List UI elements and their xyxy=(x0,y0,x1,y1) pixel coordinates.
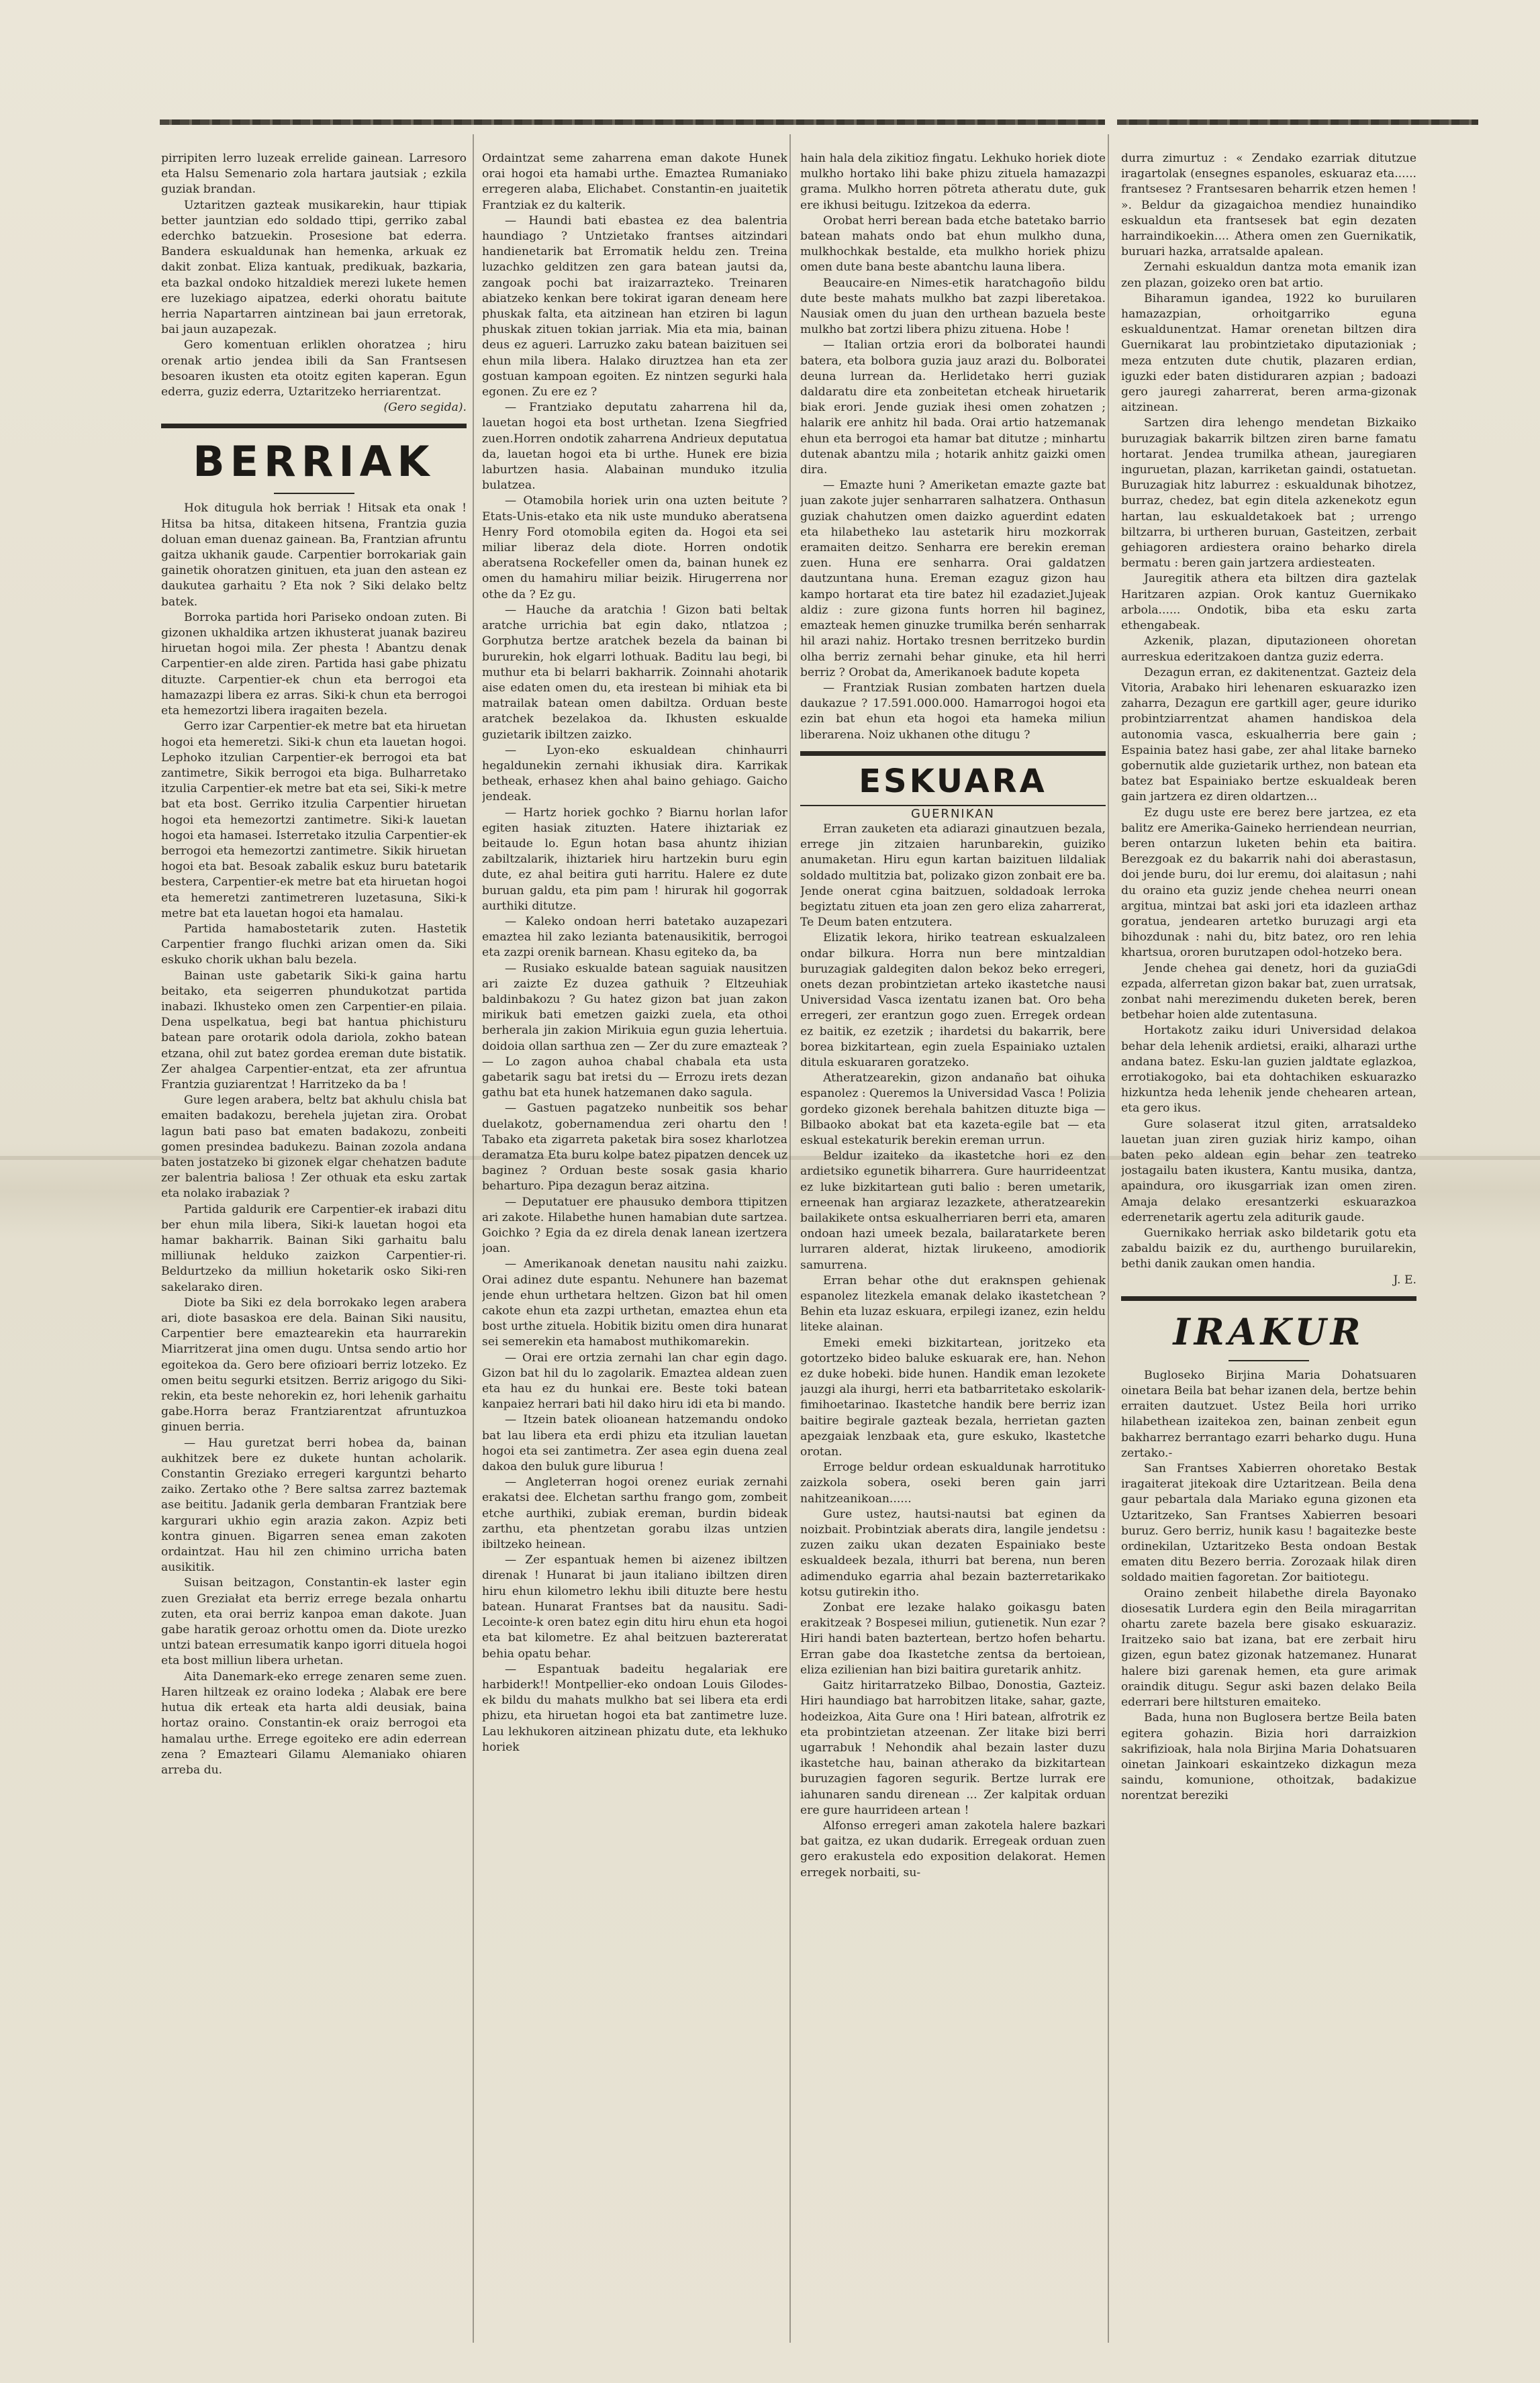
article-paragraph: Ez dugu uste ere berez bere jartzea, ez eta balitz ere Amerika-Gaineko herriendean neurrian, beren ontarzun luketen behin eta baitira. Berezgoak ez du bakarrik nahi doi aberastasun, doi jende buru, doi lur eremu, doi alaitasun ; nahi du oraino eta guziz jende chehea neurri onean argitua, mintzai bat aski jori eta idazleen arthaz goratua, jendearen artetko buruzagi argi eta bihozdunak : nahi du, bitz batez, oro ren lehia khartsua, ororen burutzapen odol-hotzeko bera. xyxy=(1121,806,1416,960)
section-rule xyxy=(1121,1296,1416,1301)
news-paragraph: — Orai ere ortzia zernahi lan char egin dago. Gizon bat hil du lo zagolarik. Emaztea aldean zuen eta hau ez du hunkai ere. Beste toki batean kanpaiez herrari bati hil dako hiru idi eta bi mando. xyxy=(482,1351,787,1412)
article-paragraph: Jauregitik athera eta biltzen dira gaztelak Haritzaren azpian. Orok kantuz Guernikako arbola...... Ondotik, biba eta esku zarta ethengabeak. xyxy=(1121,572,1416,633)
top-rule-main xyxy=(160,119,1105,125)
headline-underline xyxy=(1229,1360,1309,1361)
article-paragraph: Zonbat ere lezake halako goikasgu baten erakitzeak ? Bospesei miliun, gutienetik. Nun ezar ? Hiri handi baten baztertean, bertzo hofen behartu. Erran gabe doa Ikastetche zentsa da bertoiean, eliza ezilienian han bizi baitira guretarik anhitz. xyxy=(800,1601,1106,1677)
article-paragraph: Jende chehea gai denetz, hori da guziaGdi ezpada, alferretan gizon bakar bat, zuen urratsak, zonbat nahi merezimendu duketen berek, beren betbehar hoien alde zutentasuna. xyxy=(1121,961,1416,1022)
col1-signature: (Gero segida). xyxy=(383,401,467,415)
news-paragraph: Aita Danemark-eko errege zenaren seme zuen. Haren hiltzeak ez oraino lodeka ; Alabak ere bere hutua dik erteak eta harta aldi deusiak, baina hortaz oraino. Constantin-ek oraiz berrogoi eta hamalau urthe. Errege egoiteko ere adin ederrean zena ? Emazteari Gilamu Alemaniako ohiaren arreba du. xyxy=(161,1669,467,1777)
column-2 xyxy=(482,151,787,2346)
news-paragraph: — Rusiako eskualde batean saguiak nausitzen ari zaizte Ez duzea gathuik ? Eltzeuhiak baldinbakozu ? Gu hatez gizon bat juan zakon mirikuk bati emetzen gaizki zuela, eta othoi berherala jin zakion Mirikuia egun guzia lehertuia. doidoia ollan sarthua zen — Zer du zure emazteak ? — Lo zagon auhoa chabal chabala eta usta gabetarik sagu bat iretsi du — Errozu irets dezan gathu bat eta hunek hatzemanen dako sagula. xyxy=(482,961,787,1100)
news-paragraph: — Espantuak badeitu hegalariak ere harbiderk!! Montpellier-eko ondoan Louis Gilodes-ek bildu du mahats mulkho bat sei libera eta erdi phizu, eta hiruetan hogoi eta bat zantimetre luze. Lau lekhukoren aitzinean phizatu dute, eta lekhuko horiek xyxy=(482,1662,787,1754)
article-paragraph: Erran zauketen eta adiarazi ginautzuen bezala, errege jin zitzaien harunbarekin, guiziko anumaketan. Hiru egun kartan baizituen lildaliak soldado multitzia bat, polizako gizon zonbait ere ba. Jende onerat cgina baitzuen, soldadoak lerroka begiztatu zituen eta joan zen gero eliza zaharrerat, Te Deum baten entzutera. xyxy=(800,822,1106,930)
news-paragraph: Gerro izar Carpentier-ek metre bat eta hiruetan hogoi eta hemeretzi. Siki-k chun eta lauetan hogoi. Lephoko itzulian Carpentier-ek berrogoi eta bat zantimetre, Sikik berrogoi eta biga. Bulharretako itzulia Carpentier-ek metre bat eta sei, Siki-k metre bat eta bost. Gerriko itzulia Carpentier hiruetan hogoi eta hemezortzi zantimetre. Siki-k lauetan hogoi eta hamasei. Isterretako itzulia Carpentier-ek berrogoi eta hemezortzi zantimetre. Sikik hiruetan hogoi eta bat. Besoak zabalik eskuz buru batetarik bestera, Carpentier-ek metre bat eta hiruetan hogoi eta hemeretzi zantimetreren luzetasuna, Siki-k metre bat eta lauetan hogoi eta hamalau. xyxy=(161,720,467,920)
column-divider-1 xyxy=(473,134,474,2343)
article-paragraph: Gure solaserat itzul giten, arratsaldeko lauetan juan ziren guziak hiriz kampo, oihan baten peko aldean egin behar zen teatreko jostagailu baten ikustera, Kantu musika, dantza, apaindura, oro ikusgarriak izan omen ziren. Amaja delako eresantzerki eskuarazkoa ederrenetarik agertu zela aditurik gaude. xyxy=(1121,1117,1416,1224)
news-paragraph: — Haundi bati ebastea ez dea balentria haundiago ? Untzietako frantses aitzindari handienetarik bat Erromatik heldu zen. Treina luzachko gelditzen zen gara batean jautsi da, zangoak pochi bat iraizarrazteko. Treinaren abiatzeko kenkan bere tokirat igaran deneam here phuskak falta, eta aitzinean han etziren bi lagun phuskak zituen tokian jarriak. Mia eta mia, bainan deus ez agueri. Larruzko zaku batean baizituen sei ehun mila libera. Halako diruztzea han eta zer gostuan kampoan egoiten. Ez nintzen segurki hala egonen. Zu ere ez ? xyxy=(482,213,787,399)
news-paragraph: Borroka partida hori Pariseko ondoan zuten. Bi gizonen ukhaldika artzen ikhusterat juanak bazireu hiruetan hogoi mila. Zer phesta ! Abantzu denak Carpentier-en alde ziren. Partida hasi gabe phizatu dituzte. Carpentier-ek chun eta berrogoi eta hamazazpi libera ez arras. Siki-k chun eta berrogoi eta hemezortzi libera iragaiten bezela. xyxy=(161,610,467,718)
col1-intro-paragraph: Gero komentuan erliklen ohoratzea ; hiru orenak artio jendea ibili da San Frantsesen besoaren ikusten eta otoitz egiten kaperan. Egun ederra, guziz ederra, Uztaritzeko herriarentzat. xyxy=(161,338,467,399)
news-paragraph: — Deputatuer ere phausuko dembora ttipitzen ari zakote. Hilabethe hunen hamabian dute sartzea. Goichko ? Egia da ez direla denak lanean izertzera joan. xyxy=(482,1195,787,1256)
news-paragraph: Ordaintzat seme zaharrena eman dakote Hunek orai hogoi eta hamabi urthe. Emaztea Rumaniako erregeren alaba, Elichabet. Constantin-en juaitetik Frantziak ez du kalterik. xyxy=(482,152,787,212)
article-paragraph: Hortakotz zaiku iduri Universidad delakoa behar dela lehenik ardietsi, eraiki, alharazi urthe andana batez. Esku-lan guzien jaldtate eglazkoa, errotiakogoko, bai eta dohtachiken eskuarazko hizkuntza heda lehenik jende chehearen artean, eta gero ikus. xyxy=(1121,1024,1416,1116)
article-paragraph: Beldur izaiteko da ikastetche hori ez den ardietsiko egunetik biharrera. Gure haurrideentzat ez luke bizkitartean guti balio : beren umetarik, erneenak han argiaraz lezazkete, atheratzearekin bailakikete ontsa eskualherriaren berri eta, amaren ondoan hazi umeek bezala, bailaratarkete beren lurraren alderat, hiztak lirukeeno, amodiorik samurrena. xyxy=(800,1149,1106,1272)
news-paragraph: Orobat herri berean bada etche batetako barrio batean mahats ondo bat ehun mulkho duna, mulkhochkak bestalde, eta mulkho horiek phizu omen dute bana beste abantchu launa libera. xyxy=(800,213,1106,275)
col1-intro-paragraph: pirripiten lerro luzeak errelide gainean. Larresoro eta Halsu Semenario zola hartara jautsiak ; ezkila guziak brandan. xyxy=(161,152,467,197)
news-paragraph: — Angleterran hogoi orenez euriak zernahi erakatsi dee. Elchetan sarthu frango gom, zombeit etche aurthiki, zubiak ereman, burdin bideak zarthu, eta phentzetan gorabu ilzas untzien ibiltzeko heinean. xyxy=(482,1475,787,1552)
article-paragraph: Bada, huna non Buglosera bertze Beila baten egitera gohazin. Bizia hori darraizkion sakrifizioak, hala nola Birjina Maria Dohatsuaren oinetan Jainkoari eskaintzeko dizkagun meza saindu, komunione, othoitzak, badakizue norentzat bereziki xyxy=(1121,1711,1416,1803)
guernikan-subhead: GUERNIKAN xyxy=(910,806,996,821)
article-paragraph: Emeki emeki bizkitartean, joritzeko eta gotortzeko bideo baluke eskuarak ere, han. Nehon ez duke hobeki. bide hunen. Handik eman lezokete jauzgi ala ihurgi, herri eta batbarritetako eskolarik-fimihoetarinao. Ikastetche handik bere berriz izan baitire begirale gazteak bezala, herrietan gazten apezgaiak lenzbaak eta, gure eskuko, lkastetche orotan. xyxy=(800,1336,1106,1459)
news-paragraph: Partida hamabostetarik zuten. Hastetik Carpentier frango fluchki arizan omen da. Siki eskuko chorik ukhan balu bezela. xyxy=(161,922,467,967)
news-paragraph: Hok ditugula hok berriak ! Hitsak eta onak ! Hitsa ba hitsa, ditakeen hitsena, Frantzia guzia doluan eman duenaz gainean. Ba, Frantzian afruntu gaitza ukhanik gaude. Carpentier borrokariak gain gainetik ohoratzen ginituen, eta juan den astean ez daukutea garhaitu ? Eta nok ? Siki delako beltz batek. xyxy=(161,501,467,609)
article-paragraph: Zernahi eskualdun dantza mota emanik izan zen plazan, goizeko oren bat artio. xyxy=(1121,260,1416,290)
news-paragraph: — Zer espantuak hemen bi aizenez ibiltzen direnak ! Hunarat bi jaun italiano ibiltzen diren hiru ehun kilometro lekhu ibili dituzte bere hestu batean. Hunarat Frantses bat da nausitu. Sadi-Lecointe-k oren batez egin ditu hiru ehun eta hogoi eta bat kilometre. Ez ahal beitzuen baztereratat behia opatu behar. xyxy=(482,1553,787,1661)
news-paragraph: hain hala dela zikitioz fingatu. Lekhuko horiek diote mulkho hortako lihi bake phizu zituela hamazazpi grama. Mulkho horren pötreta atheratu dute, guk ere ikhusi beitugu. Izitzekoa da ederra. xyxy=(800,152,1106,212)
column-4 xyxy=(1121,151,1416,2346)
news-paragraph: — Kaleko ondoan herri batetako auzapezari emaztea hil zako lezianta batenausikitik, berrogoi eta zazpi orenik barnean. Khasu egiteko da, ba xyxy=(482,914,787,960)
news-paragraph: — Hauche da aratchia ! Gizon bati beltak aratche urrichia bat egin dako, ntlatzoa ; Gorphutza bertze aratchek bezela da bainan bi bururekin, hok elgarri lothuak. Baditu lau begi, bi muthur eta bi belarri bakharrik. Zoinnahi ahotarik aise edaten omen du, eta irestean bi mihiak eta bi matrailak batean omen dabiltza. Orduan beste aratchek bezelakoa da. Ikhusten eskualde guzietarik ibiltzen zaizko. xyxy=(482,603,787,742)
news-paragraph: Suisan beitzagon, Constantin-ek laster egin zuen Greziałat eta berriz errege bezala onhartu zuten, eta orai berriz kanpoa eman dakote. Juan gabe haratik geroaz orhottu omen da. Diote urezko untzi batean erresumatik kanpo igorri dituela hogoi eta bost milliun libera urhetan. xyxy=(161,1576,467,1668)
news-paragraph: — Amerikanoak denetan nausitu nahi zaizku. Orai adinez dute espantu. Nehunere han bazemat jende ehun urthetara heltzen. Gizon bat hil omen cakote ehun eta zazpi urthetan, emaztea ehun eta bost urthe zituela. Hobitik bizitu omen dira hunarat sei semerekin eta hamabost muthikomarekin. xyxy=(482,1257,787,1349)
article-paragraph: Dezagun erran, ez dakitenentzat. Gazteiz dela Vitoria, Arabako hiri lehenaren eskuarazko izen zaharra, Dezagun ere gartkill ager, geure iduriko probintziarrentzat ahamen handiskoa dela autonomia vasca, eskualherria bere gain ; Espainia batez hasi gabe, zer ahal litake barneko gobernutik alde guzietarik urthez, non batean eta batez bat Espainiako bertze eskualdeak beren gain jartzera ez diren oldartzen... xyxy=(1121,665,1416,804)
article-paragraph: San Frantses Xabierren ohoretako Bestak iragaiterat jitekoak dire Uztaritzean. Beila dena gaur pebartala dala Mariako eguna gizonen eta Uztaritzeko, San Frantses Xabierren besoari buruz. Gero berriz, hunik kasu ! bagaitezke beste ordinekilan, Uztaritzeko Besta ondoan Bestak ematen ditu Bezero berria. Zorozaak hilak diren soldado maitien fagoretan. Zor baitiotegu. xyxy=(1121,1462,1416,1585)
article-paragraph: Erroge beldur ordean eskualdunak harrotituko zaizkola sobera, oseki beren gain jarri nahitzeanikoan...... xyxy=(800,1461,1106,1506)
article-paragraph: Sartzen dira lehengo mendetan Bizkaiko buruzagiak bakarrik biltzen ziren barne famatu hortarat. Jendea trumilka athean, jauregiaren inguruetan, plazan, karriketan gaindi, ostatuetan. Buruzagiak hitz laburrez : eskualdunak bihotzez, burraz, chedez, bat egin ditela azkenekotz egun hartan, lau eskualdetakoek bat ; urrengo biltzarra, bi urtheren buruan, Gasteitzen, zerbait gehiagoren ardiestera oraino beharko direla bermatu : beren gain jartzera ardiesteaten. xyxy=(1121,416,1416,571)
article-paragraph: Atheratzearekin, gizon andanaño bat oihuka espanolez : Queremos la Universidad Vasca ! Polizia gordeko gizonek berehala bahitzen dituzte biga — Bilbaoko abokat bat eta kazeta-egile bat — eta eskual estekaturik berekin ereman urrun. xyxy=(800,1071,1106,1147)
column-1 xyxy=(161,151,467,2346)
article-paragraph: Guernikako herriak asko bildetarik gotu eta zabaldu baizik ez du, aurthengo buruilarekin, bethi danik zaukan omen handia. xyxy=(1121,1226,1416,1271)
news-paragraph: Beaucaire-en Nimes-etik haratchagoño bildu dute beste mahats mulkho bat zazpi liberetakoa. Nausiak omen du juan den urthean bazuela beste mulkho bat zortzi libera phizu zituena. Hobe ! xyxy=(800,276,1106,337)
col4-signature: J. E. xyxy=(1393,1273,1416,1287)
column-divider-2 xyxy=(789,134,791,2343)
news-paragraph: — Emazte huni ? Ameriketan emazte gazte bat juan zakote jujer senharraren salhatzera. Onthasun guziak chahutzen omen daizko aguerdint edaten eta hilabetheko lau astetarik hiru mozkorrak eramaiten deitzo. Senharra ere berekin ereman zuen. Huna ere senharra. Orai galdatzen dautzuntana huna. Ereman ezaguz gizon hau kampo hortarat eta tire batez hil ezadaziet.Jujeak aldiz : zure gizona funts horren hil baginez, emazteak hemen ginuzke trumilka berén senharrak hil arazi nahiz. Hortako tresnen berritzeko burdin olha berriz zernahi behar ginuke, eta hil herri berriz ? Orobat da, Amerikanoek badute kopeta xyxy=(800,479,1106,679)
article-paragraph: Gaitz hiritarratzeko Bilbao, Donostia, Gazteiz. Hiri haundiago bat harrobitzen litake, sahar, gazte, hodeizkoa, Aita Gure ona ! Hiri batean, alfrotrik ez eta probintzietan atzeenan. Zer litake bizi berri ugarrabuk ! Nehondik ahal bezain laster duzu ikastetche hau, bainan atherako da bizkitartean buruzagien fagoren segurik. Bertze lurrak ere iahunaren sandu direnean ... Zer kalpitak orduan ere gure haurrideen artean ! xyxy=(800,1679,1106,1817)
news-paragraph: Bainan uste gabetarik Siki-k gaina hartu beitako, eta seigerren phundukotzat partida inabazi. Ikhusteko omen zen Carpentier-en pilaia. Dena uspelkatua, begi bat hantua phichisturu batean pare orotarik odola dariola, zokho batean etzana, ohil zut batez gordea ereman dute bistatik. Zer ahalgea Carpentier-entzat, eta zer afruntua Frantzia guziarentzat ! Harritzeko da ba ! xyxy=(161,969,467,1091)
section-rule xyxy=(800,751,1106,756)
article-paragraph: Erran behar othe dut eraknspen gehienak espanolez litezkela emanak delako ikastetchean ? Behin eta luzaz eskuara, erpilegi izanez, ezin heldu liteke alainan. xyxy=(800,1273,1106,1334)
article-paragraph: Bugloseko Birjina Maria Dohatsuaren oinetara Beila bat behar izanen dela, bertze behin erraiten dautzuet. Ustez Beila hori urriko hilabethean izaitekoa zen, bainan zenbeit egun bakharrez berrantago ezarri beharko dugu. Huna zertako.- xyxy=(1121,1368,1416,1460)
article-paragraph: Biharamun igandea, 1922 ko buruilaren hamazazpian, orhoitgarriko eguna eskualdunentzat. Hamar orenetan biltzen dira Guernikarat lau probintzietako diputazioniak ; meza entzuten dute chutik, plazaren erdian, iguzki eder baten distiduraren azpian ; badoazi gero jauregi zaharrerat, beren arma-gizonak aitzinean. xyxy=(1121,291,1416,415)
irakur-headline: IRAKUR xyxy=(1173,1310,1365,1353)
news-paragraph: Diote ba Siki ez dela borrokako legen arabera ari, diote basaskoa ere dela. Bainan Siki nausitu, Carpentier bere emaztearekin eta haurrarekin Miarritzerat jina omen dugu. Untsa sendo artio hor egoitekoa da. Gero bere ofizioari berriz lotzeko. Ez omen beitu segurki etsitzen. Berriz arigogo du Siki-rekin, eta beste nehorekin ez, hori lehenik garhaitu gabe.Horra beraz Frantziarentzat afruntuzkoa ginuen berria. xyxy=(161,1296,467,1434)
news-paragraph: — Itzein batek olioanean hatzemandu ondoko bat lau libera eta erdi phizu eta itzulian lauetan hogoi eta sei zantimetra. Zer asea egin duena zeal dakoa den buluk gure liburua ! xyxy=(482,1413,787,1474)
news-paragraph: — Frantziako deputatu zaharrena hil da, lauetan hogoi eta bost urthetan. Izena Siegfried zuen.Horren ondotik zaharrena Andrieux deputatua da, lauetan hogoi eta bi urthe. Hunek ere bizia laburtzen hasia. Alabainan munduko itzulia bulatzea. xyxy=(482,401,787,493)
column-divider-3 xyxy=(1108,134,1109,2343)
article-paragraph: Azkenik, plazan, diputazioneen ohoretan aurreskua ederitzakoen dantza guziz ederra. xyxy=(1121,634,1416,664)
article-paragraph: Alfonso erregeri aman zakotela halere bazkari bat gaitza, ez ukan dudarik. Erregeak orduan zuen gero erakustela edo exposition delakorat. Hemen erregek norbaiti, su- xyxy=(800,1818,1106,1880)
news-paragraph: — Italian ortzia erori da bolboratei haundi batera, eta bolbora guzia jauz arazi du. Bolboratei deuna lurrean da. Herlidetako herri guziak daldaratu dire eta zonbeitetan etcheak hiruetarik biak erori. Jende guziak ihesi omen zohatzen ; halarik ere anhitz hil bada. Orai artio hatzemanak ehun eta berrogoi eta hamar bat ditutze ; minhartu dutenak abantzu mila ; hotarik anhitz gaizki omen dira. xyxy=(800,338,1106,477)
news-paragraph: Partida galdurik ere Carpentier-ek irabazi ditu ber ehun mila libera, Siki-k lauetan hogoi eta hamar bakharrik. Bainan Siki garhaitu balu milliunak helduko zaizkon Carpentier-ri. Beldurtzeko da milliun hoketarik osko Siki-ren sakelarako diren. xyxy=(161,1202,467,1294)
berriak-headline: BERRIAK xyxy=(193,437,435,487)
news-paragraph: Gure legen arabera, beltz bat akhulu chisla bat emaiten badakozu, berehela jujetan zira. Orobat lagun bati paso bat ematen badakozu, zonbeiti gomen presindea badukezu. Bainan zozola andana baten jostatzeko bi gizonek elgar chehatzen badute zer balentria baliosa ! Zer othuak eta esku zartak eta nolako irabaziak ? xyxy=(161,1093,467,1201)
article-paragraph: Elizatik lekora, hiriko teatrean eskualzaleen ondar bilkura. Horra nun bere mintzaldian buruzagiak galdegiten dalon bekoz beko erregeri, onets dezan probintzietan arteko ikastetche nausi Universidad Vasca izentatu izanen bat. Oro beha erregeri, zer erantzun gogo zuen. Erregek ordean ez baitik, ez ezetzik ; ihardetsi du bakarrik, bere borea bizkitartean, egin zuela Espainiako uztalen ditula eskuararen goratzeko. xyxy=(800,931,1106,1069)
eskuara-headline: ESKUARA xyxy=(859,762,1047,800)
top-rule-right xyxy=(1117,119,1478,125)
article-paragraph: Gure ustez, hautsi-nautsi bat eginen da noizbait. Probintziak aberats dira, langile jendetsu : zuzen zaiku ukan dezaten Espainiako beste eskualdeek bezala, ithurri bat berena, nun beren adimenduko egarria ahal bezain bazterretarikako kotsu gutirekin itho. xyxy=(800,1507,1106,1599)
article-paragraph: Oraino zenbeit hilabethe direla Bayonako diosesatik Lurdera egin den Beila miragarritan ohartu zarete bazela bere gisako eskuaraziz. Iraitzeko saio bat izana, bat ere zerbait hiru gizen, egun batez gizonak hatzemanez. Hunarat halere bizi garenak hemen, eta gure arimak oraindik ditugu. Segur aski bazen delako Beila ederrari bere hiltsturen emaiteko. xyxy=(1121,1586,1416,1710)
news-paragraph: — Lyon-eko eskualdean chinhaurri hegaldunekin zernahi ikhusiak dira. Karrikak betheak, erhasez khen ahal baino gehiago. Gaicho jendeak. xyxy=(482,743,787,804)
article-paragraph: durra zimurtuz : « Zendako ezarriak ditutzue iragartolak (ensegnes espanoles, eskuaraz eta...... frantsesez ? Frantsesaren beharrik etzen hemen ! ». Beldur da gizagaichoa mendiez hunaindiko eskualdun eta frantsesek bat egin dezaten harraindikoekin.... Athera omen zen Guernikatik, buruari hazka, arratsalde apalean. xyxy=(1121,152,1416,259)
news-paragraph: — Gastuen pagatzeko nunbeitik sos behar duelakotz, gobernamendua zeri ohartu den ! Tabako eta zigarreta paketak bira sosez kharlotzea deramatza Eta buru kolpe batez pipatzen dencek uz baginez ? Orduan beste sosak gasia khario beharturo. Pipa dezagun beraz aitzina. xyxy=(482,1102,787,1194)
news-paragraph: — Frantziak Rusian zombaten hartzen duela daukazue ? 17.591.000.000. Hamarrogoi hogoi eta ezin bat ehun eta hogoi eta hameka miliun liberarena. Noiz ukhanen othe ditugu ? xyxy=(800,681,1106,742)
news-paragraph: — Otamobila horiek urin ona uzten beitute ? Etats-Unis-etako eta nik uste munduko aberatsena Henry Ford otomobila egiten da. Hogoi eta sei miliar liberaz dela diote. Horren ondotik aberatsena Rockefeller omen da, bainan hunek ez omen du hamahiru miliar beizik. Hirugerrena nor othe da ? Ez gu. xyxy=(482,494,787,601)
column-3 xyxy=(800,151,1106,2346)
section-rule xyxy=(161,424,467,428)
col1-intro-paragraph: Uztaritzen gazteak musikarekin, haur ttipiak better jauntzian edo soldado ttipi, gerriko zabal ederchko batzuekin. Prosesione bat ederra. Bandera eskualdunak han hemenka, arkuak ez dakit zonbat. Eliza kantuak, predikuak, bazkaria, eta bazkal ondoko hitzaldiek merezi lukete hemen ere luzekiago aipatzea, ederki ohoratu baitute herria Napartarren aintzinean bai jaun erretorak, bai jaun auzapezak. xyxy=(161,198,467,337)
headline-underline xyxy=(274,493,354,494)
news-paragraph: — Hartz horiek gochko ? Biarnu horlan lafor egiten hasiak zituzten. Hatere ihiztariak ez beitaude lo. Egun hotan basa ahuntz ihizian zabiltzalarik, ihiztariek hiru hartzekin buru egin dute, ez ahal beitira guti harritu. Halere ez dute buruan galdu, eta pim pam ! hirurak hil gogorrak aurthiki ditutze. xyxy=(482,806,787,913)
news-paragraph: — Hau guretzat berri hobea da, bainan aukhitzek bere ez dukete huntan acholarik. Constantin Greziako erregeri karguntzi beharto zaiko. Zertako othe ? Bere saltsa zarrez baztemak ase beititu. Jadanik gerla dembaran Frantziak bere kargurari ukhio egin arazia zakon. Azpiz beti kontra ginuen. Bigarren senea eman zakoten ordaintzat. Hau hil zen chimino urricha baten ausikitik. xyxy=(161,1436,467,1575)
